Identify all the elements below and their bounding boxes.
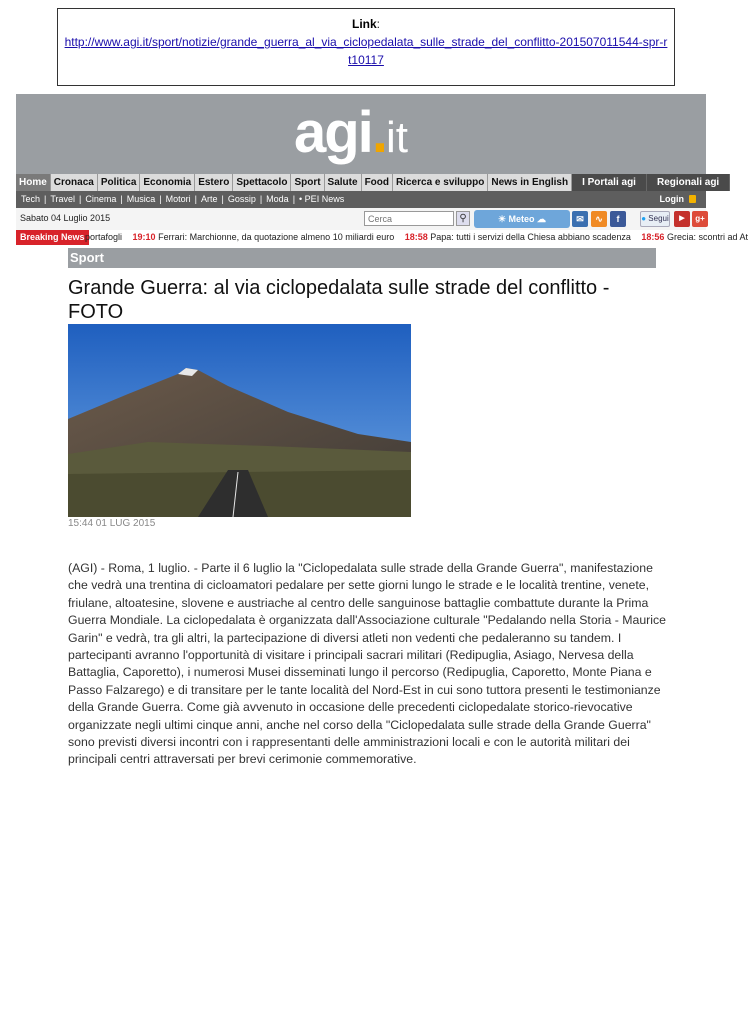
nav-divider: | <box>120 194 123 204</box>
nav-motori[interactable]: Motori <box>165 194 191 204</box>
ticker-text[interactable]: Grecia: scontri ad At <box>666 232 748 242</box>
meteo-widget[interactable]: ☀ Meteo ☁ <box>474 210 570 228</box>
article-title: Grande Guerra: al via ciclopedalata sulle strade del conflitto - FOTO <box>68 277 610 323</box>
logo-tld: it <box>385 113 408 162</box>
current-date: Sabato 04 Luglio 2015 <box>20 213 111 223</box>
nav-divider: | <box>194 194 197 204</box>
nav-cronaca[interactable]: Cronaca <box>51 174 98 191</box>
email-icon[interactable]: ✉ <box>572 211 588 227</box>
nav-sport[interactable]: Sport <box>291 174 324 191</box>
nav-divider: | <box>79 194 82 204</box>
nav-divider: | <box>259 194 263 204</box>
nav-musica[interactable]: Musica <box>126 194 156 204</box>
link-label: Link <box>351 17 377 31</box>
article-photo[interactable] <box>68 324 411 517</box>
nav-divider: | <box>221 194 224 204</box>
ticker-text[interactable]: Ferrari: Marchionne, da quotazione almeno 10 miliardi euro <box>158 232 395 242</box>
nav-moda[interactable]: Moda <box>266 194 289 204</box>
ticker-text[interactable]: portafogli <box>85 232 123 242</box>
ticker-time: 18:56 <box>641 232 665 242</box>
article-timestamp: 15:44 01 LUG 2015 <box>68 518 156 529</box>
mountain-road-image <box>68 324 411 517</box>
meteo-label: Meteo <box>508 214 535 224</box>
section-label[interactable]: Sport <box>68 248 656 268</box>
nav-ricerca[interactable]: Ricerca e sviluppo <box>393 174 488 191</box>
googleplus-icon[interactable]: g+ <box>692 211 708 227</box>
search-input[interactable] <box>364 211 454 226</box>
nav-divider: | <box>159 194 162 204</box>
nav-divider: | <box>292 194 296 204</box>
nav-politica[interactable]: Politica <box>98 174 141 191</box>
article-body: (AGI) - Roma, 1 luglio. - Parte il 6 luglio la "Ciclopedalata sulle strade della Grande Guerra", manifestazione che vedrà una trentina di cicloamatori pedalare per sette giorni lungo le strade e le località trentine, venete, friulane, altoatesine, slovene e austriache al centro delle sanguinose battaglie combattute durante la Prima Guerra Mondiale. La ciclopedalata è organizzata dall'Associazione culturale "Pedalando nella Storia - Maurice Garin" e vedrà, tra gli altri, la partecipazione di diversi atleti non vedenti che pedaleranno su tandem. I partecipanti avranno l'opportunità di visitare i principali sacrari militari (Redipuglia, Asiago, Nervesa della Battaglia, Caporetto), i numerosi Musei disseminati lungo il percorso (Redipuglia, Caporetto, Monte Piana e Passo Falzarego) e di transitare per le tante località del Nord-Est in cui sono tuttora presenti le testimonianze della Grande Guerra. Come già avvenuto in occasione delle precedenti ciclopedalate storico-rievocative organizzate negli ultimi cinque anni, anche nel corso della "Ciclopedalata sulle strade della Grande Guerra" sono previsti diversi incontri con i rappresentanti delle amministrazioni locali e con le autorità militari dei principali centri attraversati per brevi cerimonie commemorative. <box>68 561 666 767</box>
nav-food[interactable]: Food <box>362 174 393 191</box>
facebook-icon[interactable]: f <box>610 211 626 227</box>
ticker-text[interactable]: Papa: tutti i servizi della Chiesa abbiano scadenza <box>430 232 631 242</box>
twitter-follow-button[interactable] <box>640 211 670 227</box>
lock-icon <box>689 195 696 203</box>
nav-regionali-agi[interactable]: Regionali agi <box>647 174 730 191</box>
nav-travel[interactable]: Travel <box>50 194 76 204</box>
magnifier-icon[interactable]: ⚲ <box>456 211 470 226</box>
nav-pei-news[interactable]: • PEI News <box>299 194 345 204</box>
primary-nav <box>16 174 720 191</box>
secondary-nav <box>16 191 706 208</box>
segui-label: Segui <box>648 214 669 223</box>
breaking-news-label: Breaking News <box>16 230 89 245</box>
logo-dot: . <box>371 100 386 165</box>
login-link[interactable]: Login <box>659 194 684 204</box>
nav-tech[interactable]: Tech <box>21 194 41 204</box>
nav-divider: | <box>44 194 47 204</box>
link-box <box>57 8 675 86</box>
nav-news-in-english[interactable]: News in English <box>488 174 572 191</box>
ticker-time: 18:58 <box>404 232 428 242</box>
logo-main: agi <box>294 100 372 165</box>
twitter-icon: ● <box>641 214 647 223</box>
toolbar <box>16 208 706 230</box>
nav-arte[interactable]: Arte <box>200 194 218 204</box>
rss-icon[interactable]: ∿ <box>591 211 607 227</box>
breaking-news-bar <box>16 230 748 245</box>
nav-estero[interactable]: Estero <box>195 174 233 191</box>
nav-gossip[interactable]: Gossip <box>227 194 256 204</box>
nav-salute[interactable]: Salute <box>325 174 362 191</box>
youtube-icon[interactable]: ▶ <box>674 211 690 227</box>
nav-economia[interactable]: Economia <box>140 174 195 191</box>
nav-cinema[interactable]: Cinema <box>85 194 117 204</box>
nav-home[interactable]: Home <box>16 174 51 191</box>
nav-spettacolo[interactable]: Spettacolo <box>233 174 291 191</box>
agi-logo[interactable] <box>294 100 408 171</box>
source-url-link[interactable]: http://www.agi.it/sport/notizie/grande_guerra_al_via_ciclopedalata_sulle_strade_del_conflitto-201507011544-spr-rt10117 <box>64 35 668 67</box>
link-separator: : <box>376 17 380 31</box>
site-banner <box>16 94 706 174</box>
nav-portali-agi[interactable]: I Portali agi <box>572 174 647 191</box>
breaking-news-ticker[interactable] <box>85 230 748 245</box>
ticker-time: 19:10 <box>132 232 156 242</box>
